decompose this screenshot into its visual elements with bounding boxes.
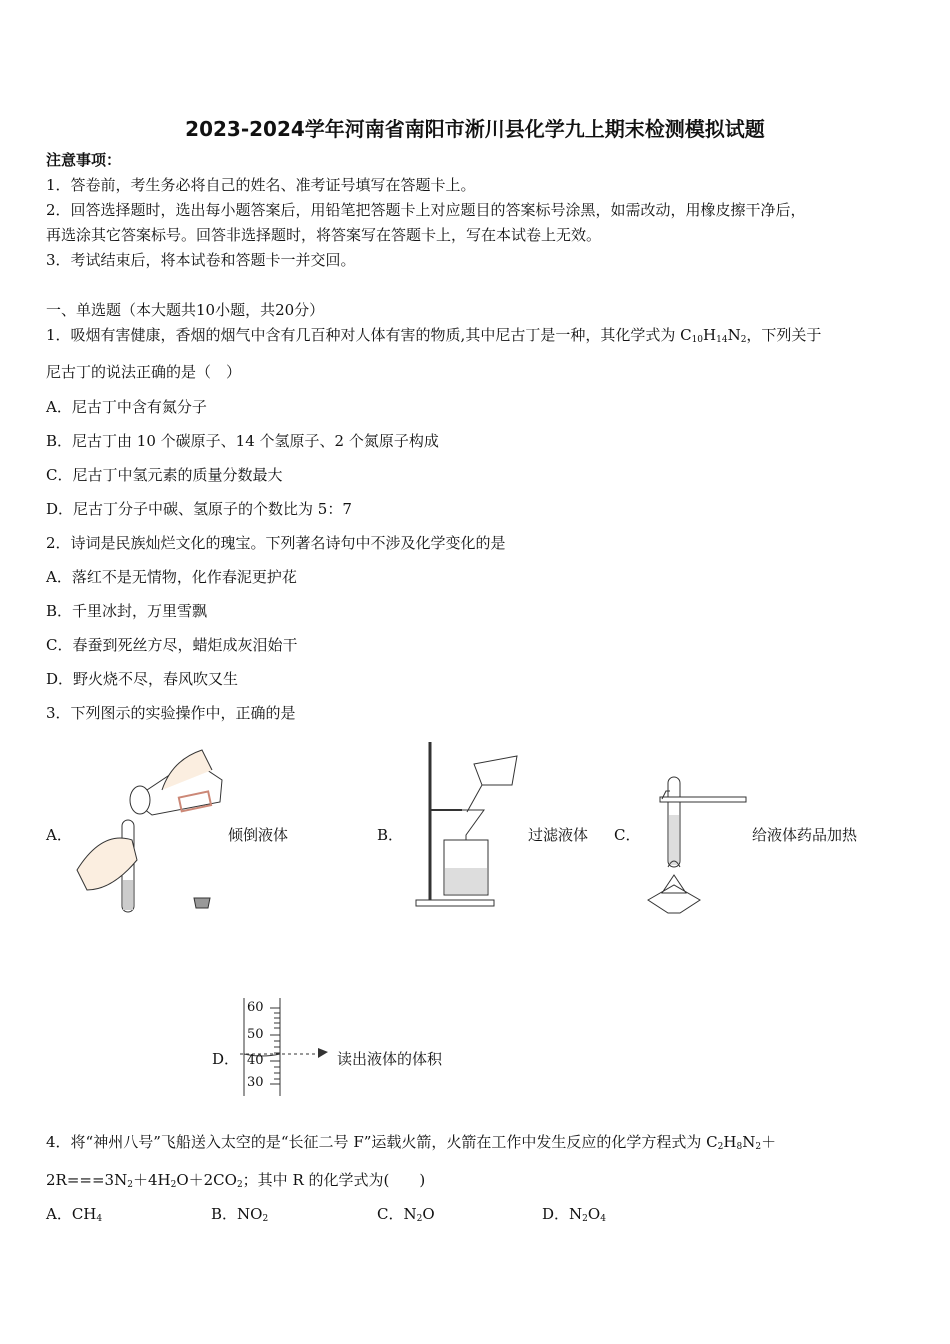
q1-stem [46,325,821,350]
text: 1．吸烟有害健康，香烟的烟气中含有几百种对人体有害的物质,其中尼古丁是一种，其化学式为 C [46,326,692,344]
note-item: 1．答卷前，考生务必将自己的姓名、准考证号填写在答题卡上。 [46,176,476,194]
note-item: 2．回答选择题时，选出每小题答案后，用铅笔把答题卡上对应题目的答案标号涂黑，如需改动，用橡皮擦干净后， [46,201,806,219]
text: ＋ [761,1133,777,1151]
text: O [422,1205,435,1223]
subscript: 2 [740,335,747,345]
text: H [723,1133,737,1151]
q4-option-d [542,1204,606,1229]
q2-option-a: A．落红不是无情物，化作春泥更护花 [46,568,297,586]
q4-option-a [46,1204,102,1229]
text: 4．将“神州八号”飞船送入太空的是“长征二号 F”运载火箭，火箭在工作中发生反应的化学方程式为 C [46,1133,718,1151]
q2-option-d: D．野火烧不尽，春风吹又生 [46,670,239,688]
q4-stem [46,1132,776,1157]
q3-option-c-caption: 给液体药品加热 [752,826,858,844]
tick-label: 50 [247,1027,264,1042]
text: C．N [377,1205,417,1223]
q3-option-d-letter: D． [212,1050,240,1068]
text: 2R===3N [46,1171,128,1189]
note-item: 再选涂其它答案标号。回答非选择题时，将答案写在答题卡上，写在本试卷上无效。 [46,226,602,244]
section-heading: 一、单选题（本大题共10小题，共20分） [46,301,325,319]
graduated-cylinder-figure [240,998,340,1098]
text: H [703,326,717,344]
q1-option-a: A．尼古丁中含有氮分子 [46,398,207,416]
filtering-figure [412,740,527,910]
subscript: 2 [416,1214,423,1224]
heating-liquid-figure [640,775,752,915]
text: ；其中 R 的化学式为( ) [242,1171,426,1189]
subscript: 10 [691,335,704,345]
subscript: 4 [600,1214,606,1224]
q2-option-b: B．千里冰封，万里雪飘 [46,602,208,620]
text: D．N [542,1205,583,1223]
q1-option-c: C．尼古丁中氢元素的质量分数最大 [46,466,283,484]
q3-option-a-caption: 倾倒液体 [228,826,289,844]
q3-option-b-caption: 过滤液体 [528,826,589,844]
q3-option-a-letter: A． [46,826,72,844]
text: ＋4H [132,1171,171,1189]
subscript: 4 [96,1214,103,1224]
tick-label: 60 [247,1000,264,1015]
subscript: 8 [736,1142,743,1152]
subscript: 2 [170,1180,177,1190]
q2-option-c: C．春蚕到死丝方尽，蜡炬成灰泪始干 [46,636,298,654]
pouring-liquid-figure [72,740,232,920]
q3-option-d-caption: 读出液体的体积 [337,1050,443,1068]
subscript: 2 [236,1180,243,1190]
q1-option-b: B．尼古丁由 10 个碳原子、14 个氢原子、2 个氮原子构成 [46,432,439,450]
q3-option-b-letter: B． [377,826,404,844]
subscript: 2 [127,1180,133,1190]
q3-stem: 3．下列图示的实验操作中，正确的是 [46,704,296,722]
text: N [742,1133,756,1151]
q3-option-c-letter: C． [614,826,641,844]
tick-label: 30 [247,1075,264,1090]
q4-option-b [211,1204,268,1229]
text: B．NO [211,1205,263,1223]
page-title: 2023-2024学年河南省南阳市淅川县化学九上期末检测模拟试题 [185,117,765,141]
subscript: 2 [262,1214,269,1224]
text: O [587,1205,601,1223]
text: ，下列关于 [746,326,822,344]
subscript: 2 [582,1214,588,1224]
subscript: 14 [716,335,728,345]
text: O＋2CO [176,1171,237,1189]
text: A．CH [46,1205,97,1223]
text: N [727,326,741,344]
subscript: 2 [717,1142,724,1152]
notes-heading: 注意事项： [46,151,122,169]
q4-option-c [377,1204,435,1229]
q2-stem: 2．诗词是民族灿烂文化的瑰宝。下列著名诗句中不涉及化学变化的是 [46,534,506,552]
q1-stem-cont: 尼古丁的说法正确的是（ ） [46,363,242,381]
note-item: 3．考试结束后，将本试卷和答题卡一并交回。 [46,251,356,269]
q1-option-d: D．尼古丁分子中碳、氢原子的个数比为 5：7 [46,500,352,518]
subscript: 2 [755,1142,762,1152]
q4-equation [46,1170,425,1195]
tick-label: 40 [247,1053,264,1068]
